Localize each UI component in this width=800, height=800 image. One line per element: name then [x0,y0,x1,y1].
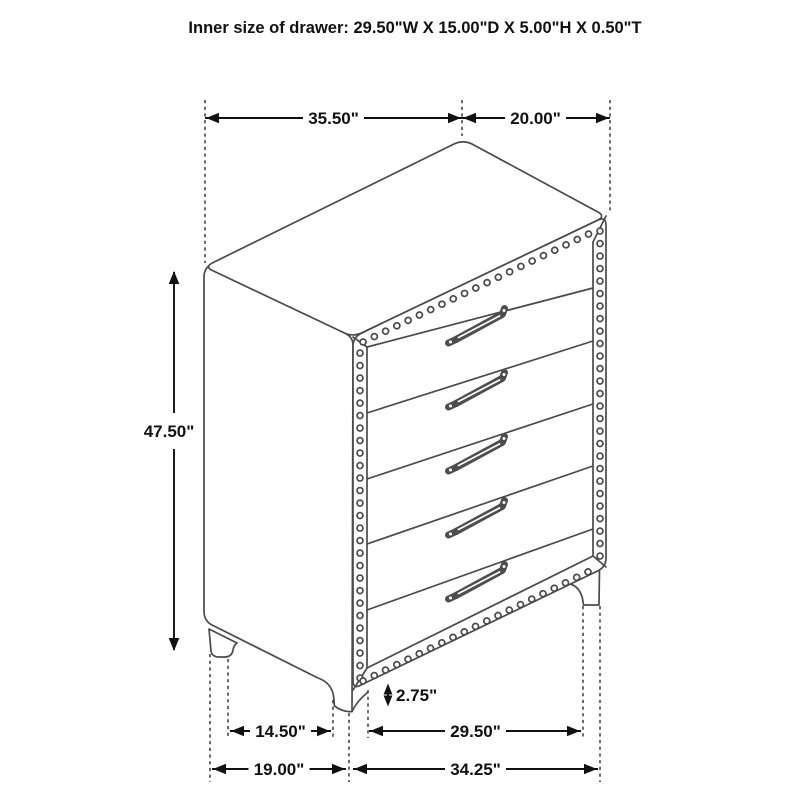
dimension-label-leg-height: 2.75" [396,686,438,705]
dimension-label-top-width: 35.50" [308,109,359,128]
chest-drawing [204,142,606,712]
dimension-label-top-depth: 20.00" [510,109,561,128]
dimension-label-height: 47.50" [143,422,195,441]
diagram-title: Inner size of drawer: 29.50"W X 15.00"D X 5.00"H X 0.50"T [188,19,642,37]
chest-center-leg-curve [352,693,368,712]
dimension-foot-span-front [369,721,581,741]
dimension-label-base-depth: 19.00" [253,760,305,779]
dimension-top-depth [462,108,610,128]
dimension-height [144,271,195,651]
dimension-top-width [205,108,462,128]
dimension-base-width [353,759,598,779]
dimension-foot-span-side [230,721,331,741]
dimension-base-depth [212,759,346,779]
dimension-label-base-width: 34.25" [450,760,501,779]
dimension-label-foot-span-front: 29.50" [450,722,501,741]
dimension-label-foot-span-side: 14.50" [255,722,306,741]
dimension-leg-height [384,684,438,707]
